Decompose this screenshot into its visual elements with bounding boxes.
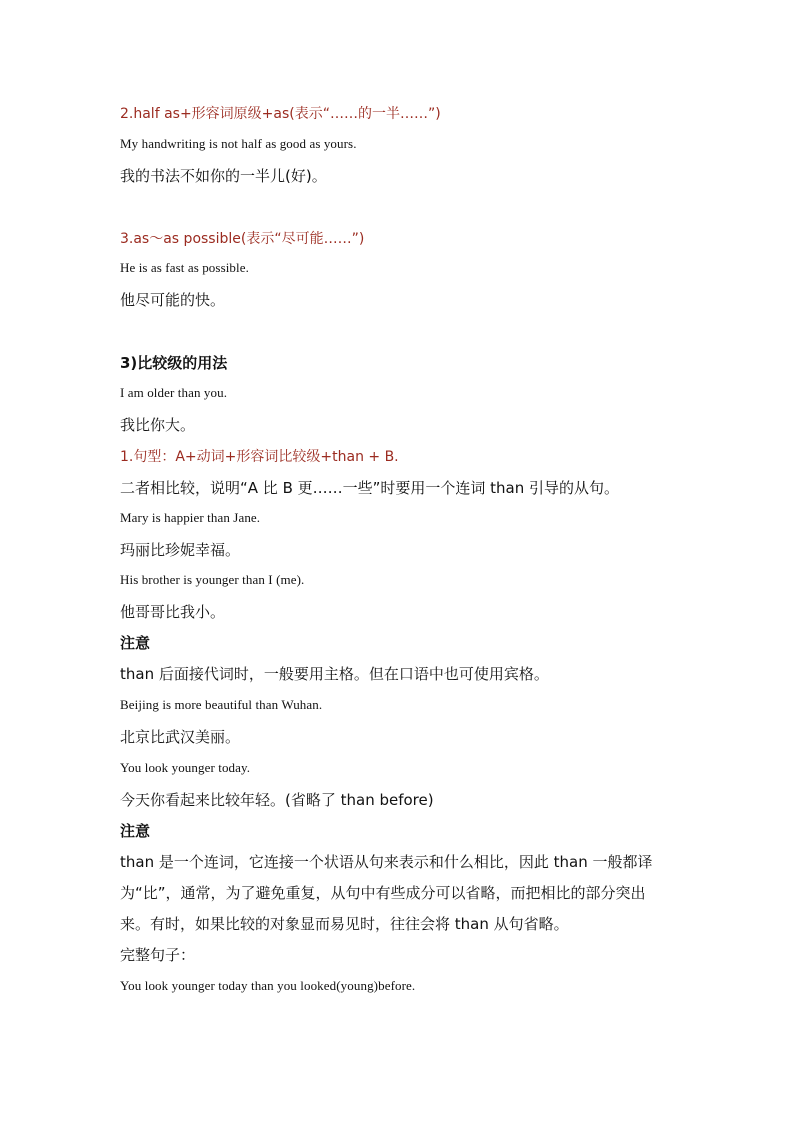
line-pattern-heading: 1.句型：A+动词+形容词比较级+than + B. (120, 449, 399, 465)
line-note2-1: than 是一个连词，它连接一个状语从句来表示和什么相比，因此 than 一般都译 (120, 853, 653, 871)
line-ex2-zh: 他哥哥比我小。 (120, 603, 226, 621)
line-ex1-zh: 玛丽比珍妮幸福。 (120, 541, 241, 559)
line-full-sentence: You look younger today than you looked(young)before. (120, 978, 416, 993)
line-s2-example-en: My handwriting is not half as good as yours. (120, 136, 357, 151)
line-note2-3: 来。有时，如果比较的对象显而易见时，往往会将 than 从句省略。 (120, 915, 569, 933)
line-s2-example-zh: 我的书法不如你的一半儿(好)。 (120, 167, 327, 185)
line-s2-heading: 2.half as+形容词原级+as(表示“……的一半……”) (120, 106, 441, 122)
line-ex1-en: Mary is happier than Jane. (120, 510, 261, 525)
line-ex3-en: Beijing is more beautiful than Wuhan. (120, 697, 323, 712)
line-note1-text: than 后面接代词时，一般要用主格。但在口语中也可使用宾格。 (120, 665, 549, 683)
section-title: 3)比较级的用法 (120, 354, 228, 372)
line-example-zh: 我比你大。 (120, 416, 196, 434)
line-ex4-en: You look younger today. (120, 760, 251, 775)
line-pattern-desc: 二者相比较，说明“A 比 B 更……一些”时要用一个连词 than 引导的从句。 (120, 479, 620, 497)
line-s3-example-en: He is as fast as possible. (120, 260, 249, 275)
line-note2-2: 为“比”，通常，为了避免重复，从句中有些成分可以省略，而把相比的部分突出 (120, 884, 646, 902)
line-example-en: I am older than you. (120, 385, 228, 400)
full-label: 完整句子： (120, 946, 196, 964)
line-ex2-en: His brother is younger than I (me). (120, 572, 305, 587)
line-ex4-zh: 今天你看起来比较年轻。(省略了 than before) (120, 791, 434, 809)
line-s3-example-zh: 他尽可能的快。 (120, 291, 226, 309)
line-s3-heading: 3.as～as possible(表示“尽可能……”) (120, 231, 365, 247)
line-ex3-zh: 北京比武汉美丽。 (120, 728, 241, 746)
note2-label: 注意 (120, 822, 151, 840)
note1-label: 注意 (120, 634, 151, 652)
